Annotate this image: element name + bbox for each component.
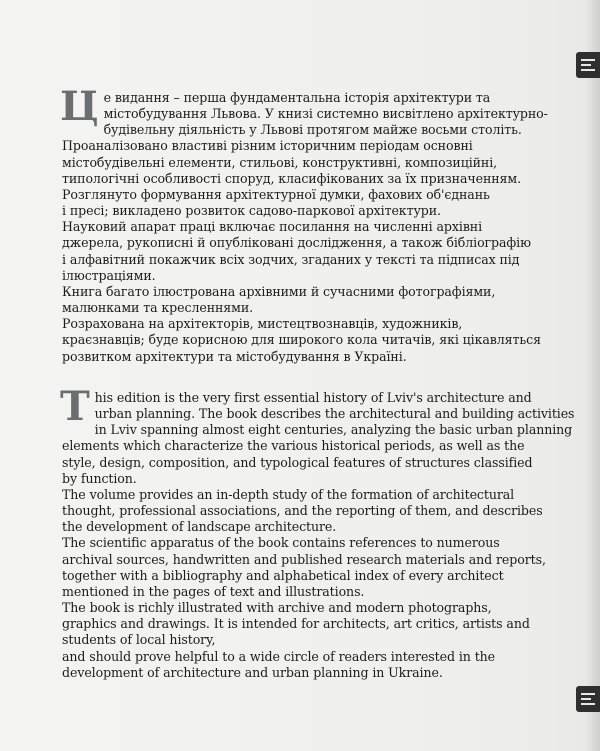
text-line: mentioned in the pages of text and illustrations. (62, 583, 365, 599)
text-line: і пресі; викладено розвиток садово-паркової архітектури. (62, 203, 441, 219)
text-line: urban planning. The book describes the architectural and building activities (94, 406, 575, 422)
text-line: Книга багато ілюстрована архівними й сучасними фотографіями, (62, 283, 496, 299)
text-line: elements which characterize the various historical periods, as well as the (62, 438, 525, 454)
text-line: джерела, рукописні й опубліковані дослідження, а також бібліографію (62, 235, 531, 251)
page-edge-shadow (586, 0, 600, 751)
text-line: Проаналізовано властиві різним історичним періодам основні (62, 138, 473, 154)
ukrainian-text (60, 83, 548, 365)
text-line: Розрахована на архітекторів, мистецтвознавців, художників, (62, 316, 463, 332)
text-line: містобудування Львова. У книзі системно висвітлено архітектурно- (103, 106, 548, 122)
text-line: Розглянуто формування архітектурної думки, фахових об'єднань (62, 186, 490, 202)
bookmark-tab-bottom (576, 686, 600, 712)
ukrainian-annotation (60, 83, 548, 365)
text-line: The scientific apparatus of the book contains references to numerous (62, 535, 500, 551)
text-line: in Lviv spanning almost eight centuries, analyzing the basic urban planning (94, 422, 573, 438)
text-line: graphics and drawings. It is intended for architects, art critics, artists and (62, 616, 530, 632)
text-line: розвитком архітектури та містобудування в Україні. (62, 348, 407, 364)
text-line: and should prove helpful to a wide circle of readers interested in the (62, 648, 496, 664)
text-line: The book is richly illustrated with archive and modern photographs, (62, 600, 492, 616)
text-line: будівельну діяльність у Львові протягом майже восьми століть. (103, 122, 522, 138)
text-line: by function. (62, 470, 137, 486)
text-line: і алфавітний покажчик всіх зодчих, згаданих у тексті та підписах під (62, 251, 520, 267)
bookmark-tab-top (576, 52, 600, 78)
text-line: The volume provides an in-depth study of the formation of architectural (62, 486, 515, 502)
text-line: archival sources, handwritten and published research materials and reports, (62, 551, 546, 567)
text-line: типологічні особливості споруд, класифікованих за їх призначенням. (62, 170, 521, 186)
text-line: ілюстраціями. (62, 267, 156, 283)
text-line: thought, professional associations, and the reporting of them, and describes (62, 503, 543, 519)
english-annotation (60, 383, 575, 681)
text-line: students of local history, (62, 632, 216, 648)
text-line: the development of landscape architecture. (62, 519, 337, 535)
bookmark-tab-icon (580, 57, 596, 73)
dropcap-english: T (60, 383, 90, 430)
bookmark-tab-icon (580, 691, 596, 707)
dropcap-ukrainian: Ц (60, 83, 99, 130)
text-line: style, design, composition, and typological features of structures classified (62, 454, 533, 470)
text-line: містобудівельні елементи, стильові, конструктивні, композиційні, (62, 154, 498, 170)
text-line: development of architecture and urban planning in Ukraine. (62, 664, 443, 680)
english-text (60, 383, 575, 681)
text-line: together with a bibliography and alphabetical index of every architect (62, 567, 504, 583)
text-line: е видання – перша фундаментальна історія архітектури та (103, 90, 491, 105)
text-line: his edition is the very first essential history of Lviv's architecture and (94, 390, 532, 405)
text-line: малюнками та кресленнями. (62, 300, 254, 316)
text-line: краєзнавців; буде корисною для широкого кола читачів, які цікавляться (62, 332, 541, 348)
text-line: Науковий апарат праці включає посилання на численні архівні (62, 219, 483, 235)
